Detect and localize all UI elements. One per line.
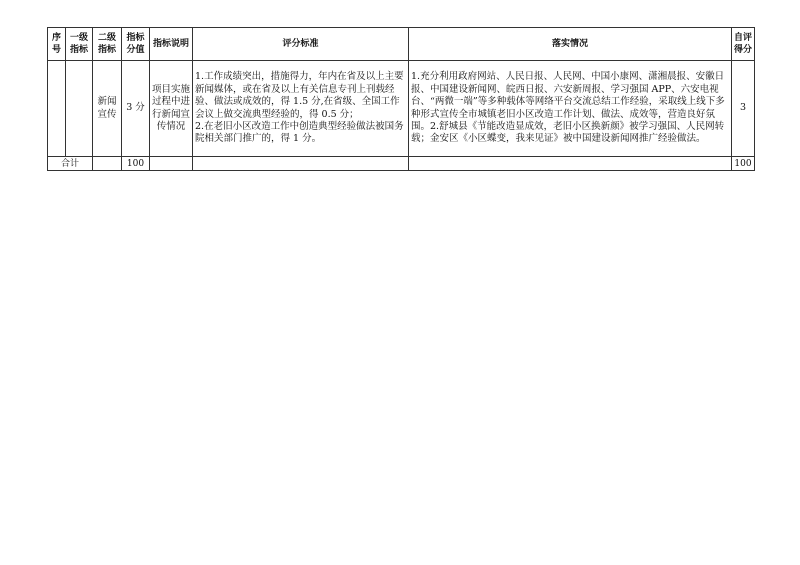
total-weight: 100: [122, 157, 150, 171]
total-empty-criteria: [193, 157, 409, 171]
cell-self-score: 3: [732, 61, 755, 157]
cell-desc: 项目实施过程中进行新闻宣传情况: [150, 61, 193, 157]
header-criteria: 评分标准: [193, 28, 409, 61]
cell-seq: [48, 61, 66, 157]
total-row: [48, 157, 755, 171]
total-empty-desc: [150, 157, 193, 171]
header-self-score: 自评得分: [732, 28, 755, 61]
header-desc: 指标说明: [150, 28, 193, 61]
header-weight: 指标分值: [122, 28, 150, 61]
cell-level2: 新闻宣传: [93, 61, 122, 157]
header-level1: 一级指标: [66, 28, 93, 61]
header-seq: 序号: [48, 28, 66, 61]
total-label: 合计: [48, 157, 93, 171]
total-empty-level2: [93, 157, 122, 171]
cell-criteria: 1.工作成绩突出，措施得力，年内在省及以上主要新闻媒体，或在省及以上有关信息专刊上刊载经验、做法或成效的，得 1.5 分,在省级、全国工作会议上做交流典型经验的，得 0.5 分； 2.在老旧小区改造工作中创造典型经验做法被国务院相关部门推广的，得 1 分。: [193, 61, 409, 157]
evaluation-table: [47, 27, 755, 171]
cell-implementation: 1.充分利用政府网站、人民日报、人民网、中国小康网、潇湘晨报、安徽日报、中国建设新闻网、皖西日报、六安新周报、学习强国 APP、六安电视台、“两微一端”等多种载体等网络平台交流总结工作经验，采取线上线下多种形式宣传全市城镇老旧小区改造工作计划、做法、成效等，营造良好氛围。2.舒城县《节能改造显成效，老旧小区换新颜》被学习强国、人民网转载；金安区《小区蝶变，我来见证》被中国建设新闻网推广经验做法。: [409, 61, 732, 157]
total-empty-implementation: [409, 157, 732, 171]
header-implementation: 落实情况: [409, 28, 732, 61]
cell-weight: 3 分: [122, 61, 150, 157]
total-self-score: 100: [732, 157, 755, 171]
header-row: [48, 28, 755, 61]
table-row: [48, 61, 755, 157]
header-level2: 二级指标: [93, 28, 122, 61]
cell-level1: [66, 61, 93, 157]
